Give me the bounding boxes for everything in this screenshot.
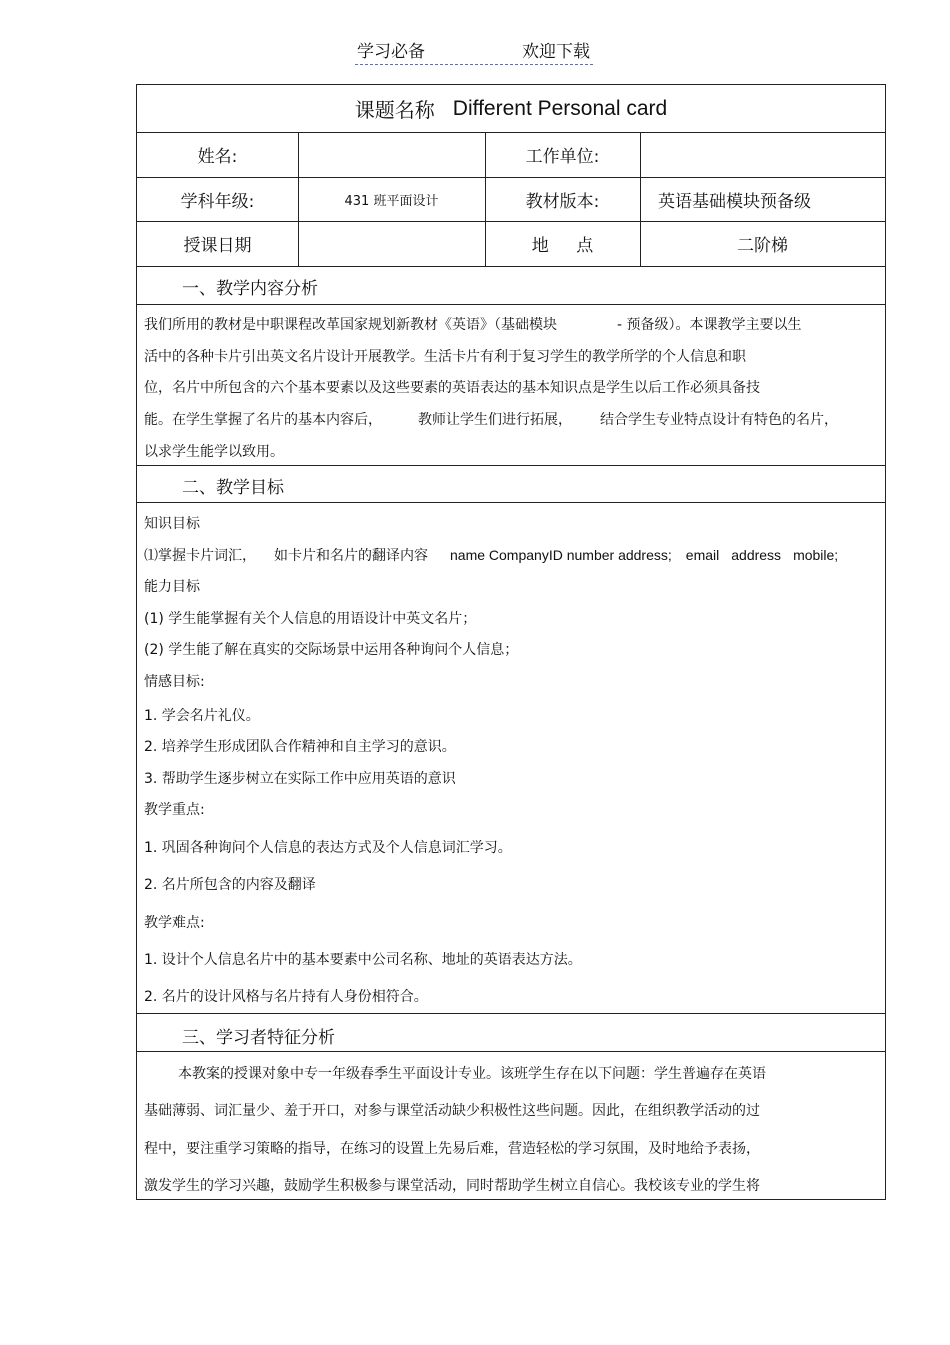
workplace-value <box>640 132 885 177</box>
name-label: 姓名: <box>197 147 238 167</box>
divider <box>137 502 885 503</box>
paragraph-line: 激发学生的学习兴趣，鼓励学生积极参与课堂活动，同时帮助学生树立自信心。我校该专业的学生将 <box>144 1178 760 1194</box>
ability-item: (1) 学生能掌握有关个人信息的用语设计中英文名片； <box>144 611 477 627</box>
workplace-label: 工作单位: <box>525 147 600 167</box>
paragraph-line: 活中的各种卡片引出英文名片设计开展教学。生活卡片有利于复习学生的教学所学的个人信息和职 <box>144 349 746 365</box>
ability-item: (2) 学生能了解在真实的交际场景中运用各种询问个人信息； <box>144 642 519 658</box>
divider <box>137 1013 885 1014</box>
date-label: 授课日期 <box>183 236 252 256</box>
knowledge-title: 知识目标 <box>144 516 200 532</box>
key-point-item: 2. 名片所包含的内容及翻译 <box>144 877 316 893</box>
section-heading: 三、学习者特征分析 <box>182 1028 335 1048</box>
title-row <box>137 85 885 132</box>
divider <box>137 1051 885 1052</box>
knowledge-item: ⑴掌握卡片词汇， 如卡片和名片的翻译内容 name CompanyID number address; email address mobile; <box>144 547 839 564</box>
key-points-title: 教学重点: <box>144 802 205 818</box>
paragraph-line: 本教案的授课对象中专一年级春季生平面设计专业。该班学生存在以下问题：学生普遍存在英语 <box>178 1066 766 1082</box>
divider <box>137 465 885 466</box>
paragraph-line: 我们所用的教材是中职课程改革国家规划新教材《英语》（基础模块 - 预备级）。本课教学主要以生 <box>144 317 802 333</box>
date-value <box>298 221 485 266</box>
name-value <box>298 132 485 177</box>
paragraph-line: 能。在学生掌握了名片的基本内容后， 教师让学生们进行拓展， 结合学生专业特点设计有特色的名片， <box>144 412 838 428</box>
ability-title: 能力目标 <box>144 579 200 595</box>
grade-value: 431 班平面设计 <box>344 193 439 209</box>
paragraph-line: 位，名片中所包含的六个基本要素以及这些要素的英语表达的基本知识点是学生以后工作必须具备技 <box>144 380 760 396</box>
location-label: 地 点 <box>531 236 594 256</box>
difficulty-item: 1. 设计个人信息名片中的基本要素中公司名称、地址的英语表达方法。 <box>144 952 582 968</box>
page-header <box>355 40 593 65</box>
textbook-value: 英语基础模块预备级 <box>658 191 811 212</box>
header-right-text: 欢迎下载 <box>522 42 590 62</box>
title-label: 课题名称 <box>354 98 435 122</box>
section-heading: 二、教学目标 <box>182 478 284 498</box>
paragraph-line: 以求学生能学以致用。 <box>144 444 284 460</box>
difficulty-title: 教学难点: <box>144 915 205 931</box>
header-left-text: 学习必备 <box>357 42 425 62</box>
grade-label: 学科年级: <box>180 191 255 212</box>
section-heading: 一、教学内容分析 <box>182 279 318 299</box>
emotion-title: 情感目标: <box>144 674 205 690</box>
paragraph-line: 程中，要注重学习策略的指导，在练习的设置上先易后难，营造轻松的学习氛围，及时地给予表扬， <box>144 1141 760 1157</box>
title-text: Different Personal card <box>452 96 668 120</box>
paragraph-line: 基础薄弱、词汇量少、羞于开口，对参与课堂活动缺少积极性这些问题。因此，在组织教学活动的过 <box>144 1103 760 1119</box>
location-value: 二阶梯 <box>737 236 788 256</box>
key-point-item: 1. 巩固各种询问个人信息的表达方式及个人信息词汇学习。 <box>144 840 512 856</box>
emotion-item: 3. 帮助学生逐步树立在实际工作中应用英语的意识 <box>144 771 456 787</box>
lesson-plan-table <box>136 84 886 1200</box>
divider <box>137 266 885 267</box>
difficulty-item: 2. 名片的设计风格与名片持有人身份相符合。 <box>144 989 428 1005</box>
emotion-item: 2. 培养学生形成团队合作精神和自主学习的意识。 <box>144 739 456 755</box>
divider <box>137 304 885 305</box>
emotion-item: 1. 学会名片礼仪。 <box>144 708 260 724</box>
textbook-label: 教材版本: <box>525 191 600 212</box>
